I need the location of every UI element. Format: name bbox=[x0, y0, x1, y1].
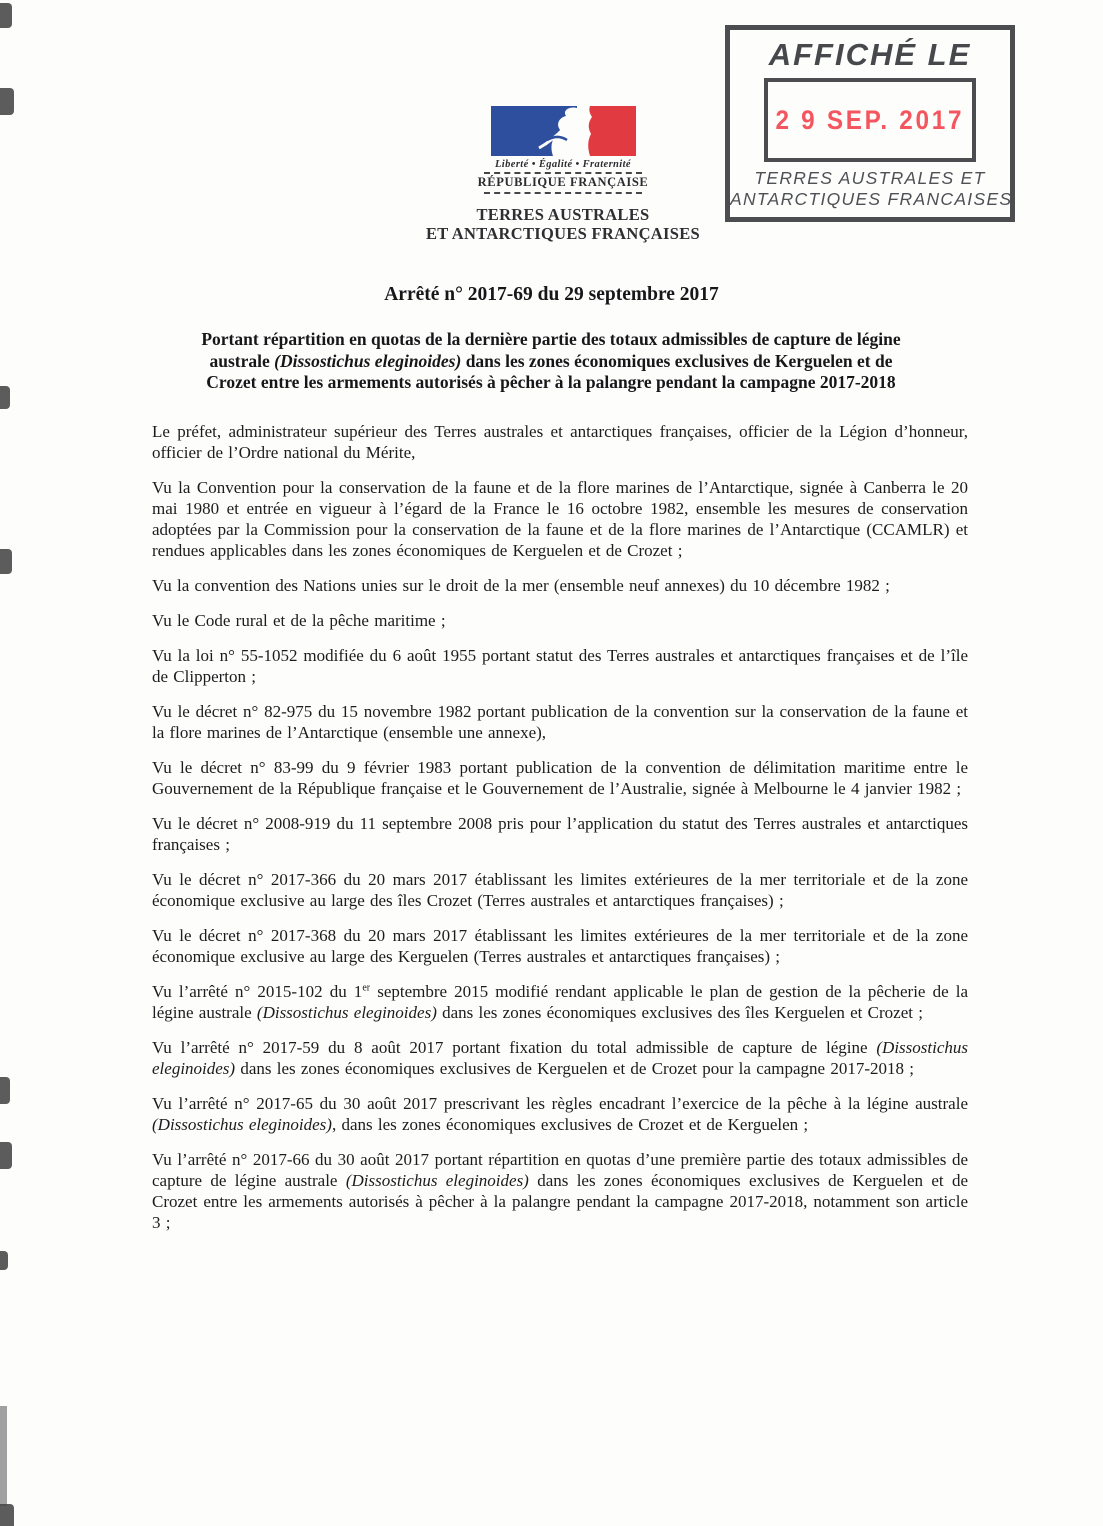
logo-republic-label: RÉPUBLIQUE FRANÇAISE bbox=[477, 175, 649, 189]
stamp-org bbox=[730, 168, 1013, 210]
scan-artifact bbox=[0, 1142, 12, 1169]
paragraph: Vu le décret n° 83-99 du 9 février 1983 portant publication de la convention de délimitation maritime entre le Gouvernement de la République française et le Gouvernement de l’Australie, signée à Melbourne le 4 janvier 1982 ; bbox=[152, 758, 968, 798]
affiche-le-stamp bbox=[725, 25, 1015, 222]
scan-artifact bbox=[0, 386, 10, 409]
scan-artifact bbox=[0, 88, 14, 115]
paragraph: Vu l’arrêté n° 2015-102 du 1er septembre 2015 modifié rendant applicable le plan de gestion de la pêcherie de la légine australe (Dissostichus eleginoides) dans les zones économiques exclusives des îles Kerguelen et Crozet ; bbox=[152, 982, 969, 1022]
paragraph: Vu le décret n° 2017-368 du 20 mars 2017 établissant les limites extérieures de la mer territoriale et de la zone économique exclusive au large des Kerguelen (Terres australes et antarctiques françaises) ; bbox=[152, 926, 968, 966]
logo-divider bbox=[484, 172, 642, 174]
paragraph: Vu l’arrêté n° 2017-65 du 30 août 2017 prescrivant les règles encadrant l’exercice de la pêche à la légine australe (Dissostichus eleginoides), dans les zones économiques exclusives de Crozet et de Kerguelen ; bbox=[152, 1094, 968, 1134]
logo-motto: Liberté • Égalité • Fraternité bbox=[494, 159, 631, 170]
subtitle-line: Crozet entre les armements autorisés à pêcher à la palangre pendant la campagne 2017-2018 bbox=[206, 372, 896, 392]
paragraph: Vu le Code rural et de la pêche maritime ; bbox=[152, 611, 446, 630]
subtitle-line: australe (Dissostichus eleginoides) dans les zones économiques exclusives de Kerguelen et de bbox=[209, 350, 893, 371]
marianne-flag-icon bbox=[491, 106, 636, 156]
document-title: Arrêté n° 2017-69 du 29 septembre 2017 bbox=[384, 284, 719, 305]
paragraph: Le préfet, administrateur supérieur des Terres australes et antarctiques françaises, officier de la Légion d’honneur, officier de l’Ordre national du Mérite, bbox=[152, 422, 968, 462]
scan-artifact bbox=[0, 1406, 7, 1506]
paragraph: Vu la convention des Nations unies sur le droit de la mer (ensemble neuf annexes) du 10 décembre 1982 ; bbox=[152, 576, 890, 595]
paragraph: Vu le décret n° 2008-919 du 11 septembre 2008 pris pour l’application du statut des Terres australes et antarctiques françaises ; bbox=[152, 814, 968, 854]
org-name-line1: TERRES AUSTRALES bbox=[476, 205, 650, 224]
scan-artifact bbox=[0, 549, 12, 574]
stamp-org-line2: ANTARCTIQUES FRANCAISES bbox=[730, 189, 1013, 209]
paragraph: Vu la Convention pour la conservation de la faune et de la flore marines de l’Antarctique, signée à Canberra le 20 mai 1980 et entrée en vigueur à l’égard de la France le 16 octobre 1982, ensemble les mesures de conservation adoptées par la Commission pour la conservation de la faune et de la flore marines de l’Antarctique (CCAMLR) et rendues applicables dans les zones économiques de Kerguelen et de Crozet ; bbox=[152, 478, 968, 560]
paragraph: Vu la loi n° 55-1052 modifiée du 6 août 1955 portant statut des Terres australes et antarctiques françaises et de l’île de Clipperton ; bbox=[152, 646, 968, 686]
scan-artifact bbox=[0, 3, 12, 28]
org-name-line2: ET ANTARCTIQUES FRANÇAISES bbox=[425, 224, 700, 243]
scan-artifact bbox=[0, 1504, 14, 1526]
stamp-date: 2 9 SEP. 2017 bbox=[775, 104, 965, 135]
scan-artifact bbox=[0, 1251, 8, 1270]
paragraph: Vu l’arrêté n° 2017-66 du 30 août 2017 portant répartition en quotas d’une première partie des totaux admissibles de capture de légine australe (Dissostichus eleginoides) dans les zones économiques exclusives de Kerguelen et de Crozet entre les armements autorisés à pêcher à la palangre pendant la campagne 2017-2018, notamment son article 3 ; bbox=[152, 1150, 968, 1232]
stamp-title: AFFICHÉ LE bbox=[768, 37, 972, 72]
body-paragraphs bbox=[152, 421, 968, 1247]
paragraph: Vu le décret n° 2017-366 du 20 mars 2017 établissant les limites extérieures de la mer territoriale et de la zone économique exclusive au large des îles Crozet (Terres australes et antarctiques françaises) ; bbox=[152, 870, 968, 910]
org-name bbox=[413, 205, 713, 243]
paragraph: Vu l’arrêté n° 2017-59 du 8 août 2017 portant fixation du total admissible de capture de légine (Dissostichus eleginoides) dans les zones économiques exclusives de Kerguelen et de Crozet pour la campagne 2017-2018 ; bbox=[152, 1038, 968, 1078]
republique-francaise-logo bbox=[413, 106, 713, 243]
logo-divider bbox=[484, 192, 642, 194]
stamp-date-box bbox=[764, 78, 976, 162]
subtitle-line: Portant répartition en quotas de la dernière partie des totaux admissibles de capture de légine bbox=[201, 329, 901, 349]
stamp-org-line1: TERRES AUSTRALES ET bbox=[754, 168, 986, 188]
document-subtitle bbox=[151, 329, 951, 394]
paragraph: Vu le décret n° 82-975 du 15 novembre 1982 portant publication de la convention sur la conservation de la faune et la flore marines de l’Antarctique (ensemble une annexe), bbox=[152, 702, 968, 742]
scan-artifact bbox=[0, 1077, 10, 1104]
